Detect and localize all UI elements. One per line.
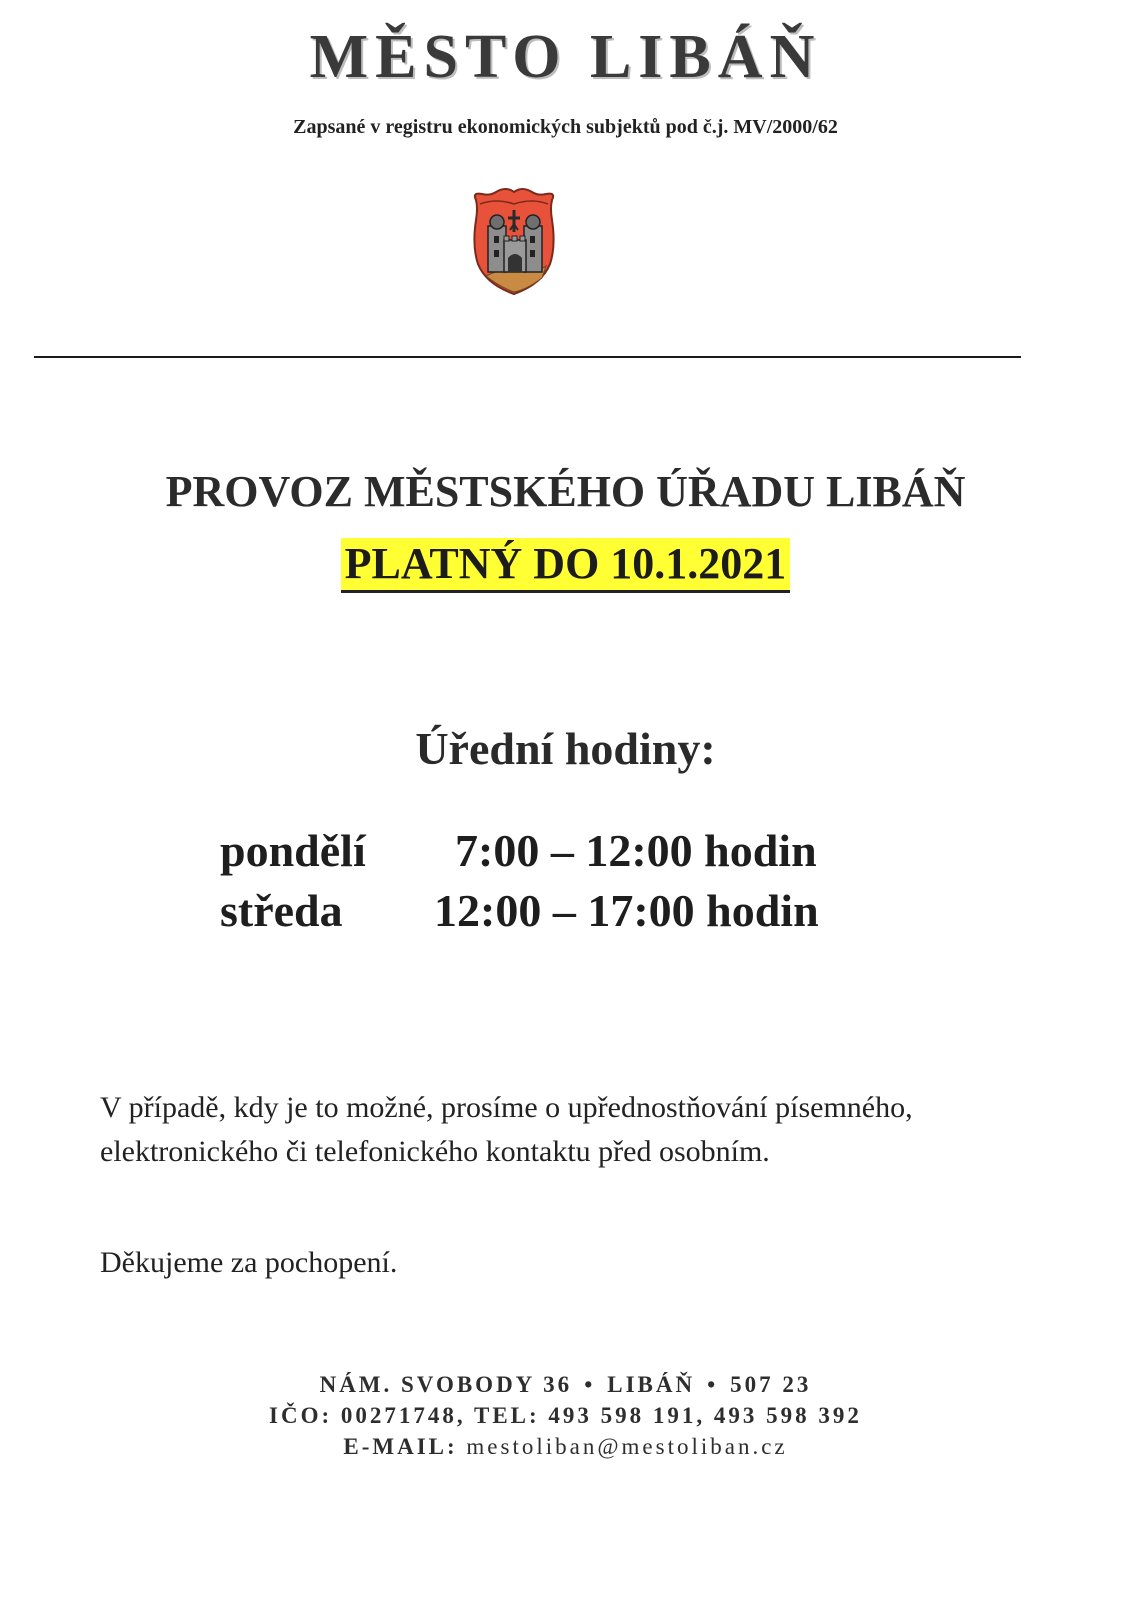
footer-town: LIBÁŇ: [607, 1372, 696, 1397]
footer-zip: 507 23: [730, 1372, 812, 1397]
office-hours-title: Úřední hodiny:: [415, 723, 716, 774]
footer-email-line: [0, 1434, 1131, 1460]
registry-line: Zapsané v registru ekonomických subjektů pod č.j. MV/2000/62: [293, 116, 838, 138]
validity-highlight: PLATNÝ DO 10.1.2021: [341, 538, 791, 593]
bullet-separator: •: [707, 1372, 719, 1397]
town-title: MĚSTO LIBÁŇ: [309, 23, 822, 91]
notice-heading: PROVOZ MĚSTSKÉHO ÚŘADU LIBÁŇ: [165, 467, 966, 516]
notice-line-1: V případě, kdy je to možné, prosíme o upřednostňování písemného,: [100, 1091, 913, 1124]
town-crest-icon: [466, 186, 562, 300]
footer-street: NÁM. SVOBODY 36: [319, 1372, 573, 1397]
validity-wrapper: [0, 538, 1131, 593]
hours-time-wednesday: 12:00 – 17:00 hodin: [434, 885, 819, 936]
bullet-separator: •: [584, 1372, 596, 1397]
footer-ico-tel: IČO: 00271748, TEL: 493 598 191, 493 598 392: [269, 1403, 862, 1428]
hours-time-monday: 7:00 – 12:00 hodin: [455, 825, 817, 876]
footer-address: [0, 1372, 1131, 1398]
notice-line-2: elektronického či telefonického kontaktu před osobním.: [100, 1135, 770, 1168]
footer-email-label: E-MAIL:: [343, 1434, 458, 1459]
notice-paragraph: [100, 1086, 1060, 1174]
thanks-line: Děkujeme za pochopení.: [100, 1246, 398, 1279]
hours-day-monday: pondělí: [220, 825, 366, 876]
header-divider: [34, 356, 1021, 358]
hours-day-wednesday: středa: [220, 885, 343, 936]
footer-email-link[interactable]: mestoliban@mestoliban.cz: [466, 1434, 788, 1459]
